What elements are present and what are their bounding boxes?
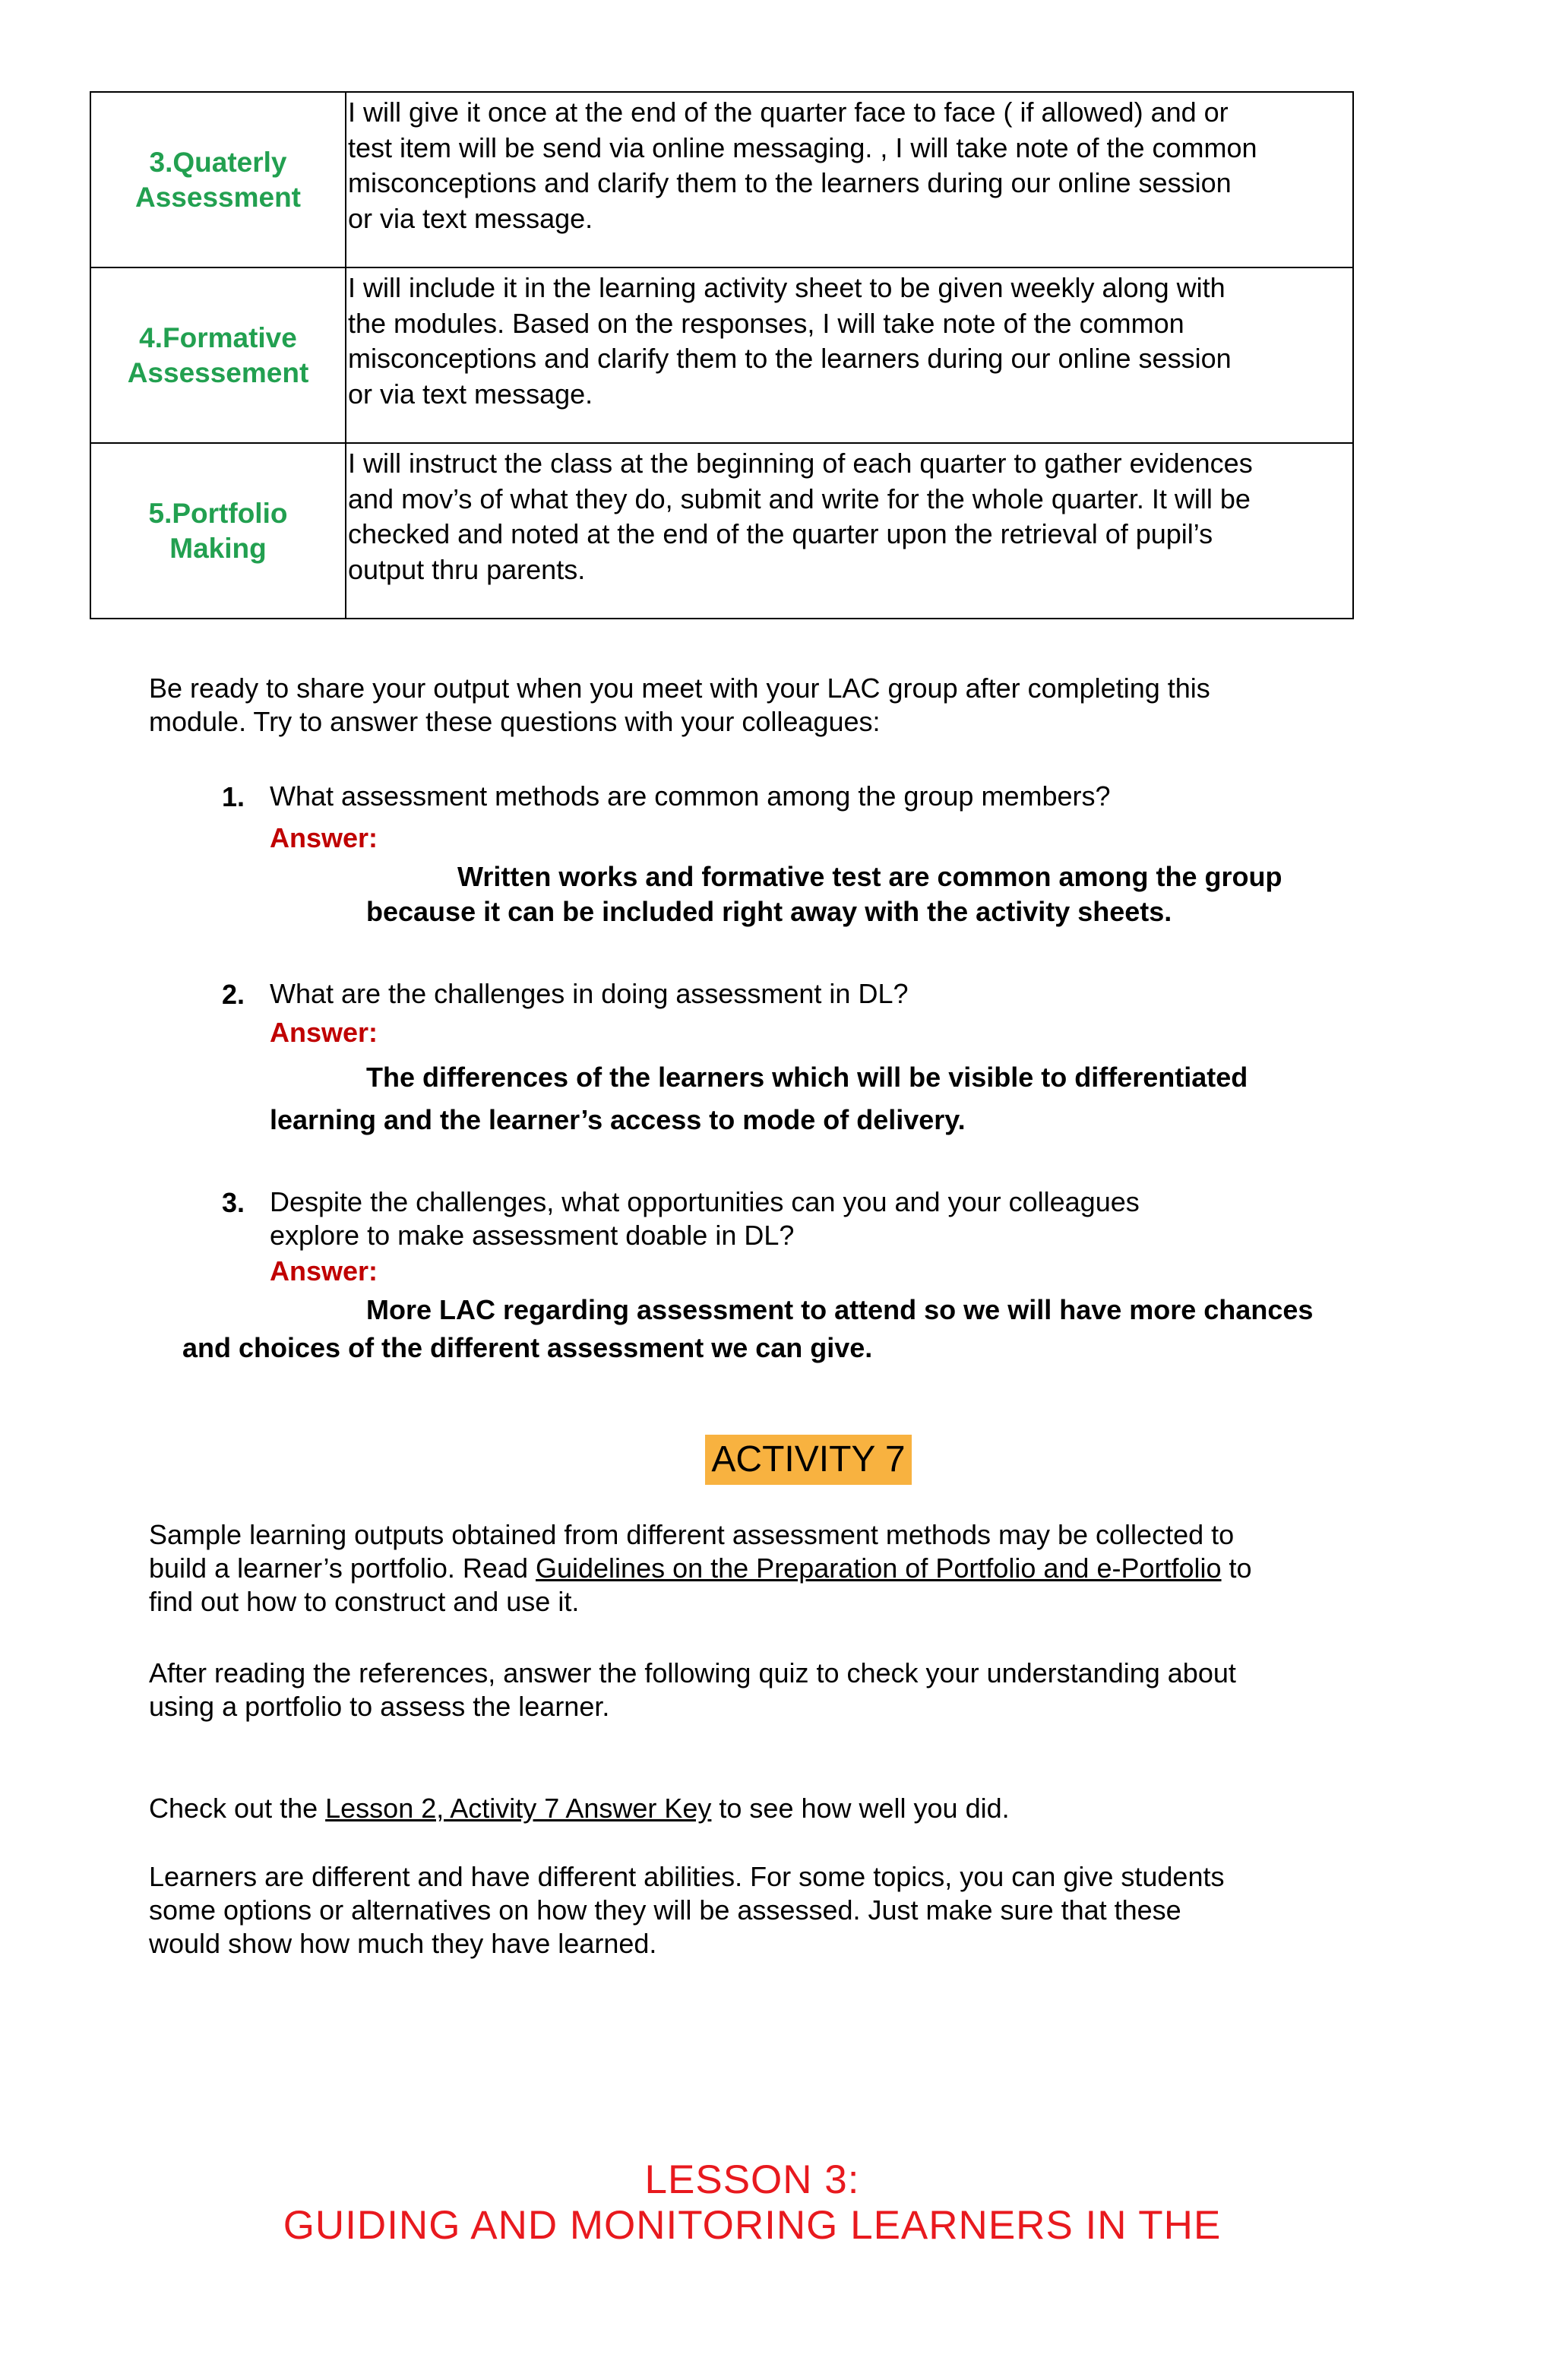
paragraph-line: After reading the references, answer the following quiz to check your understanding about: [149, 1657, 1236, 1688]
intro-paragraph: [149, 672, 1365, 739]
activity-paragraph: [149, 1518, 1365, 1619]
description-line: I will give it once at the end of the quarter face to face ( if allowed) and or: [348, 97, 1229, 128]
paragraph-line: Learners are different and have different abilities. For some topics, you can give students: [149, 1861, 1225, 1892]
question-text: What assessment methods are common among the group members?: [270, 780, 1111, 812]
description-line: I will include it in the learning activity sheet to be given weekly along with: [348, 272, 1226, 303]
activity-paragraph: [149, 1792, 1365, 1825]
answer-line: More LAC regarding assessment to attend so we will have more chances: [366, 1294, 1314, 1325]
description-line: or via text message.: [348, 378, 593, 410]
question-number: 2.: [222, 979, 245, 1010]
method-label: 4.Formative Assessement: [127, 321, 309, 388]
description-line: or via text message.: [348, 202, 593, 234]
table-row: [90, 92, 1353, 267]
intro-line: Be ready to share your output when you meet with your LAC group after completing this: [149, 673, 1210, 704]
portfolio-guidelines-link[interactable]: Guidelines on the Preparation of Portfolio and e-Portfolio: [535, 1552, 1222, 1584]
paragraph-text: to: [1221, 1552, 1252, 1584]
answer-label: Answer:: [270, 822, 378, 853]
answer-line: and choices of the different assessment we can give.: [182, 1332, 873, 1363]
paragraph-line: some options or alternatives on how they will be assessed. Just make sure that these: [149, 1894, 1181, 1926]
answer-line: The differences of the learners which will be visible to differentiated: [366, 1062, 1248, 1093]
question-text: explore to make assessment doable in DL?: [270, 1220, 795, 1251]
method-label: 5.Portfolio Making: [148, 497, 288, 564]
description-line: output thru parents.: [348, 553, 586, 585]
lesson-number: LESSON 3:: [644, 2157, 860, 2202]
method-label-cell: [90, 443, 346, 619]
answer-key-link[interactable]: Lesson 2, Activity 7 Answer Key: [325, 1793, 712, 1824]
table-row: [90, 267, 1353, 443]
answer-line: because it can be included right away with the activity sheets.: [366, 896, 1172, 927]
method-label-cell: [90, 92, 346, 267]
method-description-cell: [346, 92, 1353, 267]
description-line: I will instruct the class at the beginning of each quarter to gather evidences: [348, 448, 1253, 479]
question-number: 1.: [222, 781, 245, 812]
paragraph-line: find out how to construct and use it.: [149, 1586, 580, 1617]
answer-line: Written works and formative test are common among the group: [457, 861, 1282, 892]
question-text: Despite the challenges, what opportunities can you and your colleagues: [270, 1186, 1140, 1217]
paragraph-line: using a portfolio to assess the learner.: [149, 1691, 610, 1722]
paragraph-line: Sample learning outputs obtained from different assessment methods may be collected to: [149, 1519, 1235, 1550]
answer-label: Answer:: [270, 1255, 378, 1287]
description-line: misconceptions and clarify them to the learners during our online session: [348, 343, 1232, 374]
method-description-cell: [346, 267, 1353, 443]
answer-line: learning and the learner’s access to mode of delivery.: [270, 1104, 966, 1135]
paragraph-line: would show how much they have learned.: [149, 1928, 657, 1959]
paragraph-text: build a learner’s portfolio. Read: [149, 1552, 536, 1584]
description-line: and mov’s of what they do, submit and write for the whole quarter. It will be: [348, 483, 1251, 514]
paragraph-line: [149, 1552, 1365, 1585]
intro-line: module. Try to answer these questions with your colleagues:: [149, 706, 881, 737]
paragraph-text: Check out the: [149, 1793, 326, 1824]
activity-heading: ACTIVITY 7: [705, 1435, 912, 1485]
description-line: test item will be send via online messaging. , I will take note of the common: [348, 131, 1257, 163]
paragraph-text: to see how well you did.: [711, 1793, 1010, 1824]
lesson-title: GUIDING AND MONITORING LEARNERS IN THE: [283, 2203, 1222, 2248]
answer-label: Answer:: [270, 1017, 378, 1048]
method-label: 3.Quaterly Assessment: [134, 146, 301, 213]
description-line: misconceptions and clarify them to the learners during our online session: [348, 167, 1232, 198]
description-line: the modules. Based on the responses, I will take note of the common: [348, 307, 1184, 339]
method-label-cell: [90, 267, 346, 443]
table-row: [90, 443, 1353, 619]
method-description-cell: [346, 443, 1353, 619]
activity-paragraph: [149, 1860, 1365, 1961]
question-number: 3.: [222, 1187, 245, 1218]
question-text: What are the challenges in doing assessment in DL?: [270, 978, 909, 1009]
activity-paragraph: [149, 1657, 1365, 1723]
description-line: checked and noted at the end of the quarter upon the retrieval of pupil’s: [348, 518, 1213, 549]
assessment-methods-table: [90, 91, 1354, 619]
